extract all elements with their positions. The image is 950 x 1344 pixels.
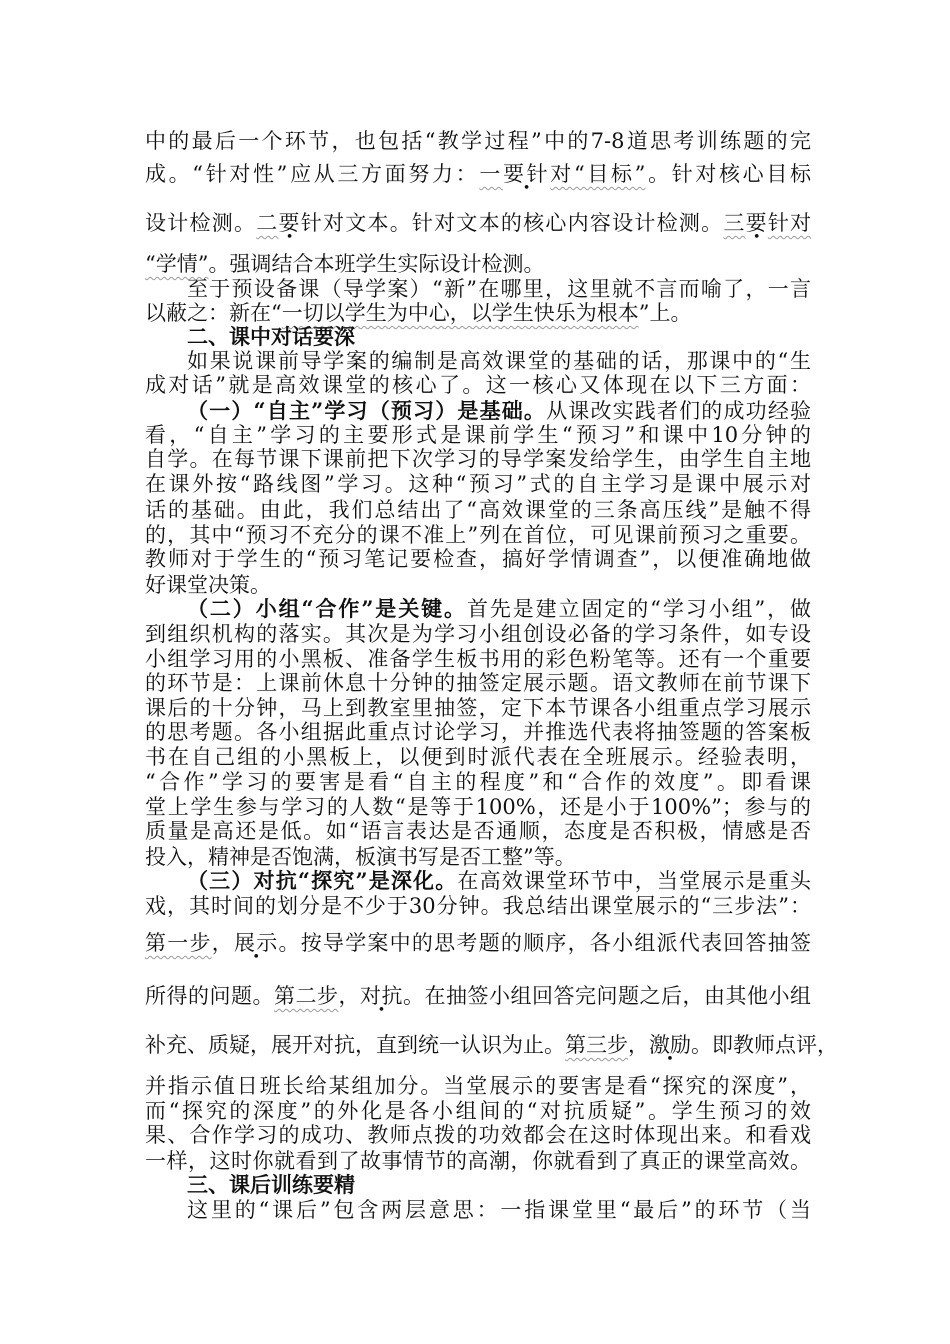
text-segment: 。在抽签小组回答完问题之后，由其他小组 [403,984,811,1008]
text-line: 投入，精神是否饱满，板演书写是否工整”等。 [145,845,576,869]
text-line: 堂上学生参与学习的人数“是等于100%，还是小于100%”；参与的 [145,795,811,819]
text-line: 如果说课前导学案的编制是高效课堂的基础的话，那课中的“生 [187,349,811,373]
text-line: 教师对于学生的“预习笔记要检查，搞好学情调查”，以便准确地做 [145,547,811,571]
dot-emphasis: 要 [745,211,768,235]
text-segment: 从课改实践者们的成功经验 [546,399,811,423]
text-line: 质量是高还是低。如“语言表达是否通顺，态度是否积极，情感是否 [145,819,811,843]
wavy-emphasis: 三 [723,211,746,235]
wavy-emphasis: 二 [256,211,279,235]
text-line: 戏，其时间的划分是不少于30分钟。我总结出课堂展示的“三步法”： [145,894,811,918]
text-segment: 设计检测。 [145,211,257,235]
text-line [145,300,811,326]
text-line [145,210,811,236]
wavy-emphasis: “学情” [145,252,209,276]
text-segment: 成。“针对性”应从三方面努力： [145,162,480,186]
text-line [145,596,811,622]
text-line [145,398,811,424]
text-segment: 。针对文本的核心内容设计检测。 [389,211,724,235]
text-segment: 。针对核心目标 [645,162,811,186]
text-line: 成对话”就是高效课堂的核心了。这一核心又体现在以下三方面： [145,373,811,397]
text-line: 书在自己组的小黑板上，以便到时派代表在全班展示。经验表明， [145,745,811,769]
text-segment: 针对文本 [300,211,390,235]
dot-emphasis: 要 [278,211,301,235]
wavy-emphasis: 针对 [767,211,812,235]
text-segment: 。强调结合本班学生实际设计检测。 [208,252,545,276]
wavy-emphasis: 一 [479,162,503,186]
dot-emphasis: 激励 [649,1033,691,1057]
text-line: 而“探究的深度”的外化是各小组间的“对抗质疑”。学生预习的效 [145,1099,811,1123]
subheading: （一）“自主”学习（预习）是基础。 [187,398,547,423]
text-line: 这里的“课后”包含两层意思：一指课堂里“最后”的环节（当 [187,1198,811,1222]
text-line: 的，其中“预习不充分的课不准上”列在首位，可见课前预习之重要。 [145,523,811,547]
text-line: 到组织机构的落实。其次是为学习小组创设必备的学习条件，如专设 [145,622,811,646]
text-segment: 。即教师点评， [691,1033,838,1057]
dot-emphasis: 展示 [233,931,279,955]
dot-emphasis: 要针 [502,162,551,186]
subheading: （三）对抗“探究”是深化。 [187,868,458,893]
wavy-emphasis: 对“目标” [550,162,646,186]
text-segment: ”上。 [638,301,692,325]
text-line [145,1032,838,1058]
text-line: 至于预设备课（导学案）“新”在哪里，这里就不言而喻了，一言 [187,277,811,301]
text-line: 好课堂决策。 [145,573,271,597]
text-segment: 在高效课堂环节中，当堂展示是重头 [457,869,811,893]
text-line: 小组学习用的小黑板、准备学生板书用的彩色粉笔等。还有一个重要 [145,647,811,671]
text-segment: 以蔽之：新在“ [145,301,282,325]
text-line: 并指示值日班长给某组加分。当堂展示的要害是看“探究的深度”， [145,1074,811,1098]
text-segment: ， [338,984,360,1008]
text-line: 的环节是：上课前休息十分钟的抽签定展示题。语文教师在前节课下 [145,671,811,695]
wavy-emphasis: 第二步 [274,984,339,1008]
text-line [145,161,811,187]
text-line: 果、合作学习的成功、教师点拨的功效都会在这时体现出来。和看戏 [145,1123,811,1147]
text-line [145,930,811,956]
text-line: 一样，这时你就看到了故事情节的高潮，你就看到了真正的课堂高效。 [145,1149,811,1173]
text-line: 话的基础。由此，我们总结出了“高效课堂的三条高压线”是触不得 [145,498,811,522]
text-line: 在课外按“路线图”学习。这种“预习”式的自主学习是课中展示对 [145,472,811,496]
text-line: 自学。在每节课下课前把下次学习的导学案发给学生，由学生自主地 [145,447,811,471]
text-segment: 首先是建立固定的“学习小组”，做 [466,597,811,621]
dot-emphasis: 对抗 [360,984,403,1008]
wavy-emphasis: 第一步 [145,931,212,955]
text-line [145,868,811,894]
text-line: “合作”学习的要害是看“自主的程度”和“合作的效度”。即看课 [145,770,811,794]
text-line [145,251,811,277]
wavy-emphasis: 一切以学生为中心，以学生快乐为根本 [281,301,639,325]
section-heading: 二、课中对话要深 [187,324,355,349]
subheading: （二）小组“合作”是关键。 [187,596,467,621]
text-line: 中的最后一个环节，也包括“教学过程”中的7-8道思考训练题的完 [145,129,811,153]
text-segment: ， [628,1033,649,1057]
text-segment: ， [211,931,234,955]
text-segment: 所得的问题。 [145,984,274,1008]
text-line [145,983,811,1009]
text-segment: 补充、质疑，展开对抗，直到统一认识为止。 [145,1033,565,1057]
text-line: 看，“自主”学习的主要形式是课前学生“预习”和课中10分钟的 [145,423,811,447]
text-segment: 。按导学案中的思考题的顺序，各小组派代表回答抽签 [278,931,812,955]
text-line: 课后的十分钟，马上到教室里抽签，定下本节课各小组重点学习展示 [145,696,811,720]
wavy-emphasis: 第三步 [565,1033,628,1057]
text-line: 的思考题。各小组据此重点讨论学习，并推选代表将抽签题的答案板 [145,720,811,744]
section-heading: 三、课后训练要精 [187,1172,355,1197]
